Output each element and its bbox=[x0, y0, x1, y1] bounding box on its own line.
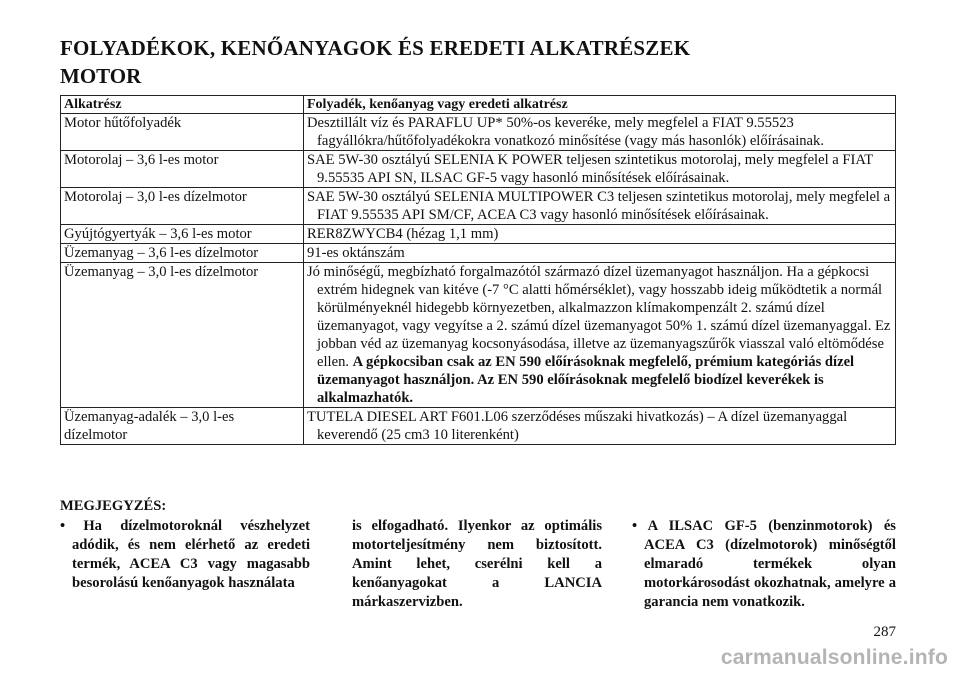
bullet-symbol: • bbox=[632, 518, 638, 534]
spec-text: Desztillált víz és PARAFLU UP* 50%-os keveréke, mely megfelel a FIAT 9.55523 fagyállókra/hűtőfolyadékokra vonatkozó minősítése (vagy más hasonlók) előírásainak. bbox=[307, 115, 824, 149]
spec-text: RER8ZWYCB4 (hézag 1,1 mm) bbox=[307, 226, 499, 242]
cell-spec bbox=[304, 188, 896, 225]
table-row bbox=[61, 151, 896, 188]
page-number: 287 bbox=[873, 624, 896, 640]
page-title: FOLYADÉKOK, KENŐANYAGOK ÉS EREDETI ALKATRÉSZEK bbox=[60, 36, 691, 60]
note-bullet bbox=[60, 517, 310, 593]
spec-text: TUTELA DIESEL ART F601.L06 szerződéses műszaki hivatkozás) – A dízel üzemanyaggal keverendő (25 cm3 10 literenként) bbox=[307, 409, 848, 443]
spec-text: 91-es oktánszám bbox=[307, 245, 405, 261]
spec-text: SAE 5W-30 osztályú SELENIA MULTIPOWER C3 teljesen szintetikus motorolaj, mely megfelel a FIAT 9.55535 API SM/CF, ACEA C3 vagy hasonló minősítések előírásainak. bbox=[307, 189, 891, 223]
cell-part: Üzemanyag – 3,0 l-es dízelmotor bbox=[61, 263, 304, 408]
notes-column-3 bbox=[632, 517, 896, 612]
note-text: A ILSAC GF-5 (benzinmotorok) és ACEA C3 (dízelmotorok) minőségtől elmaradó termékek olyan motorkárosodást okozhatnak, amelyre a garancia nem vonatkozik. bbox=[644, 518, 896, 610]
note-text: Ha dízelmotoroknál vészhelyzet adódik, és nem elérhető az eredeti termék, ACEA C3 vagy magasabb besorolású kenőanyagok használata bbox=[72, 518, 310, 591]
table-header-row bbox=[61, 96, 896, 114]
cell-spec bbox=[304, 263, 896, 408]
cell-spec bbox=[304, 114, 896, 151]
cell-part: Üzemanyag-adalék – 3,0 l-es dízelmotor bbox=[61, 408, 304, 445]
notes-column-2 bbox=[352, 517, 602, 612]
bullet-symbol: • bbox=[60, 518, 66, 534]
column-header-spec: Folyadék, kenőanyag vagy eredeti alkatrész bbox=[304, 96, 896, 114]
cell-spec bbox=[304, 225, 896, 244]
spec-text-bold: A gépkocsiban csak az EN 590 előírásoknak megfelelő, prémium kategóriás dízel üzemanyagot használjon. Az EN 590 előírásoknak megfelelő biodízel keverékek is alkalmazhatók. bbox=[317, 354, 855, 406]
column-header-part: Alkatrész bbox=[61, 96, 304, 114]
cell-spec bbox=[304, 408, 896, 445]
notes-heading: MEGJEGYZÉS: bbox=[60, 498, 167, 514]
table-row bbox=[61, 263, 896, 408]
spec-text-normal: Jó minőségű, megbízható forgalmazótól származó dízel üzemanyagot használjon. Ha a gépkocsi extrém hidegnek van kitéve (-7 °C alatti hőmérséklet), vagy hosszabb ideig működtetik a normál körülményeknél hidegebb környezetben, alkalmazzon klímakompenzált 2. számú dízel üzemanyagot, vagy vegyítse a 2. számú dízel üzemanyagot 50% 1. számú dízel üzemanyaggal. Ez jobban véd az üzemanyag kocsonyásodása, illetve az üzemanyagszűrők viasszal való eltömődése ellen. bbox=[307, 264, 891, 370]
section-title: MOTOR bbox=[60, 64, 142, 88]
cell-part: Üzemanyag – 3,6 l-es dízelmotor bbox=[61, 244, 304, 263]
cell-part: Motorolaj – 3,6 l-es motor bbox=[61, 151, 304, 188]
fluids-table bbox=[60, 95, 896, 445]
table-row bbox=[61, 408, 896, 445]
spec-text bbox=[307, 263, 892, 407]
cell-spec bbox=[304, 244, 896, 263]
watermark: carmanualsonline.info bbox=[720, 646, 948, 669]
note-bullet bbox=[632, 517, 896, 612]
table-row bbox=[61, 225, 896, 244]
cell-part: Gyújtógyertyák – 3,6 l-es motor bbox=[61, 225, 304, 244]
notes-column-1 bbox=[60, 497, 310, 593]
cell-part: Motorolaj – 3,0 l-es dízelmotor bbox=[61, 188, 304, 225]
cell-part: Motor hűtőfolyadék bbox=[61, 114, 304, 151]
table-row bbox=[61, 244, 896, 263]
note-text-continued: is elfogadható. Ilyenkor az optimális motorteljesítmény nem biztosított. Amint lehet, cserélni kell a kenőanyagokat a LANCIA márkaszervizben. bbox=[352, 518, 602, 610]
spec-text: SAE 5W-30 osztályú SELENIA K POWER teljesen szintetikus motorolaj, mely megfelel a FIAT 9.55535 API SN, ILSAC GF-5 vagy hasonló minősítések előírásainak. bbox=[307, 152, 873, 186]
table-row bbox=[61, 188, 896, 225]
table-row bbox=[61, 114, 896, 151]
cell-spec bbox=[304, 151, 896, 188]
